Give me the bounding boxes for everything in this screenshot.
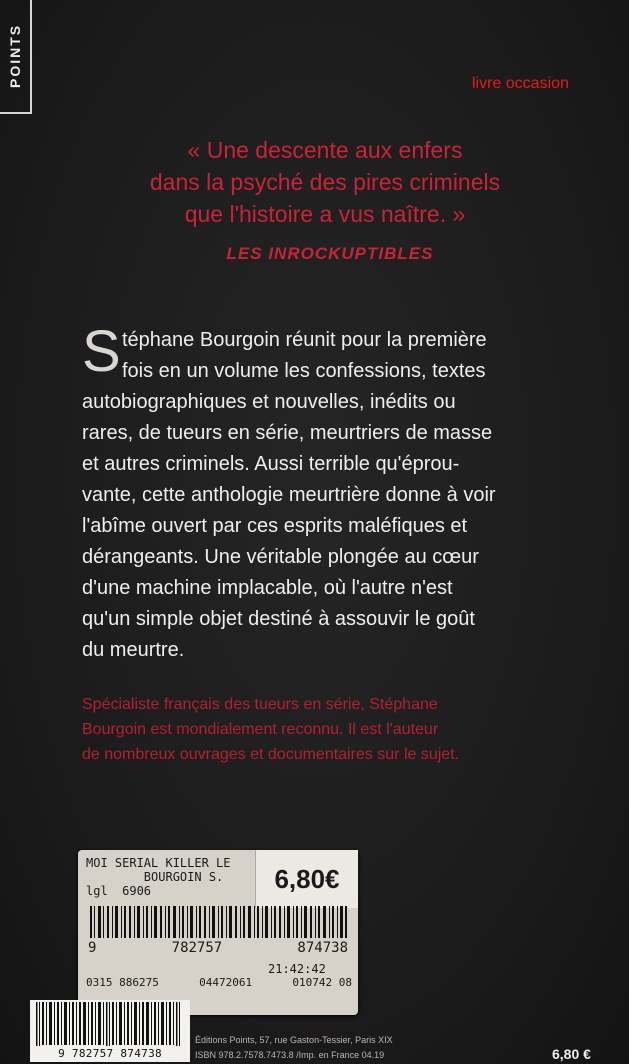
spine-divider [30,0,32,112]
isbn-barcode-number: 9 782757 874738 [30,1046,190,1062]
bio-line: Bourgoin est mondialement reconnu. Il est l'auteur [82,721,439,738]
isbn-barcode [30,1000,190,1047]
publisher-logo: POINTS [7,23,23,88]
blurb-line: dérangeants. Une véritable plongée au cœur [82,546,479,568]
sticker-code: 010742 08 [292,976,352,989]
quote-line: « Une descente aux enfers [187,137,463,163]
sticker-price: 6,80€ [255,850,358,908]
quote-line: que l'histoire a vus naître. » [184,201,466,227]
quote-line: dans la psyché des pires criminels [149,169,501,195]
sticker-line: BOURGOIN S. [86,870,224,884]
press-quote [95,134,555,230]
blurb-line: l'abîme ouvert par ces esprits maléfiques et [82,515,468,537]
blurb-line: vante, cette anthologie meurtrière donne à voir [82,484,496,506]
sticker-line: lgl 6906 [86,884,152,898]
sticker-codes [86,976,352,989]
sticker-code: 0315 886275 [86,976,159,989]
bio-line: de nombreux ouvrages et documentaires sur le sujet. [82,746,460,763]
ean-prefix: 9 [88,940,97,956]
blurb-line: du meurtre. [82,639,185,661]
price-sticker [78,850,358,1015]
blurb-line: et autres criminels. Aussi terrible qu'éprou- [82,453,460,475]
sticker-code: 04472061 [199,976,253,989]
imprint-line: ISBN 978.2.7578.7473.8 /Imp. en France 04.19 [195,1050,385,1060]
publisher-imprint [195,1033,393,1063]
sticker-time: 21:42:42 [268,962,326,976]
ean-group: 874738 [297,940,348,956]
blurb-line: qu'un simple objet destiné à assouvir le goût [82,608,475,630]
bio-line: Spécialiste français des tueurs en série, Stéphane [82,696,438,713]
cover-price: 6,80 € [552,1046,591,1062]
sticker-ean [88,940,348,956]
imprint-line: Éditions Points, 57, rue Gaston-Tessier, Paris XIX [195,1035,393,1045]
blurb-line: téphane Bourgoin réunit pour la première [122,329,487,351]
blurb-line: rares, de tueurs en série, meurtriers de masse [82,422,493,444]
quote-source: LES INROCKUPTIBLES [226,244,434,263]
sticker-title [86,856,231,898]
blurb-line: fois en un volume les confessions, textes [122,360,486,382]
spine-tick [0,112,32,114]
used-book-tag: livre occasion [472,75,569,92]
sticker-line: MOI SERIAL KILLER LE [86,856,231,870]
blurb-line: d'une machine implacable, où l'autre n'est [82,577,453,599]
blurb-text [82,325,582,666]
ean-group: 782757 [171,940,223,956]
sticker-barcode [90,906,348,938]
author-bio [82,692,582,767]
blurb-line: autobiographiques et nouvelles, inédits ou [82,391,456,413]
drop-cap: S [82,319,121,384]
